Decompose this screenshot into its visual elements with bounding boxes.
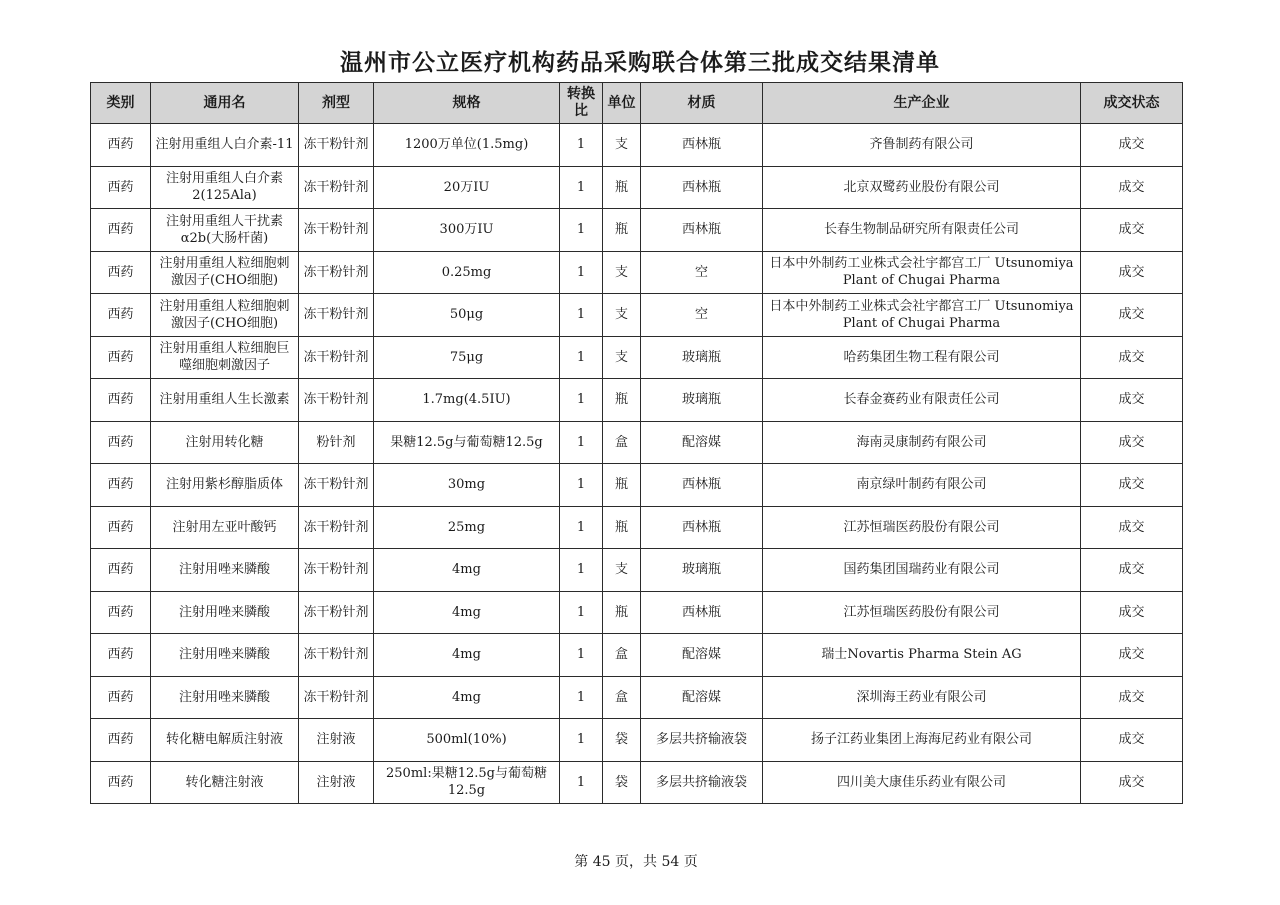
table-row — [91, 506, 1183, 549]
deal-status-cell: 成交 — [1081, 166, 1183, 209]
material-cell: 西林瓶 — [641, 166, 763, 209]
conversion-ratio-cell: 1 — [560, 294, 603, 337]
material-cell: 玻璃瓶 — [641, 379, 763, 422]
manufacturer-cell: 江苏恒瑞医药股份有限公司 — [763, 591, 1081, 634]
conversion-ratio-cell: 1 — [560, 379, 603, 422]
col-header-conversion-ratio: 转换比 — [560, 83, 603, 124]
manufacturer-cell: 深圳海王药业有限公司 — [763, 676, 1081, 719]
deal-status-cell: 成交 — [1081, 676, 1183, 719]
material-cell: 西林瓶 — [641, 591, 763, 634]
dosage-form-cell: 注射液 — [299, 761, 374, 804]
specification-cell: 4mg — [374, 591, 560, 634]
manufacturer-cell: 齐鲁制药有限公司 — [763, 124, 1081, 167]
dosage-form-cell: 冻干粉针剂 — [299, 251, 374, 294]
deal-status-cell: 成交 — [1081, 336, 1183, 379]
category-cell: 西药 — [91, 464, 151, 507]
specification-cell: 75μg — [374, 336, 560, 379]
specification-cell: 250ml:果糖12.5g与葡萄糖12.5g — [374, 761, 560, 804]
specification-cell: 4mg — [374, 549, 560, 592]
generic-name-cell: 注射用重组人粒细胞刺激因子(CHO细胞) — [151, 251, 299, 294]
material-cell: 多层共挤输液袋 — [641, 761, 763, 804]
col-header-category: 类别 — [91, 83, 151, 124]
category-cell: 西药 — [91, 421, 151, 464]
manufacturer-cell: 江苏恒瑞医药股份有限公司 — [763, 506, 1081, 549]
header-row — [91, 83, 1183, 124]
unit-cell: 支 — [603, 549, 641, 592]
table-row — [91, 549, 1183, 592]
unit-cell: 袋 — [603, 719, 641, 762]
material-cell: 空 — [641, 294, 763, 337]
manufacturer-cell: 日本中外制药工业株式会社宇都宫工厂 Utsunomiya Plant of Chugai Pharma — [763, 251, 1081, 294]
dosage-form-cell: 冻干粉针剂 — [299, 336, 374, 379]
dosage-form-cell: 冻干粉针剂 — [299, 294, 374, 337]
deal-status-cell: 成交 — [1081, 251, 1183, 294]
material-cell: 配溶媒 — [641, 634, 763, 677]
category-cell: 西药 — [91, 124, 151, 167]
page-footer: 第 45 页，共 54 页 — [574, 854, 698, 870]
generic-name-cell: 注射用紫杉醇脂质体 — [151, 464, 299, 507]
dosage-form-cell: 冻干粉针剂 — [299, 549, 374, 592]
specification-cell: 4mg — [374, 676, 560, 719]
specification-cell: 25mg — [374, 506, 560, 549]
manufacturer-cell: 国药集团国瑞药业有限公司 — [763, 549, 1081, 592]
generic-name-cell: 注射用重组人白介素2(125Ala) — [151, 166, 299, 209]
material-cell: 西林瓶 — [641, 124, 763, 167]
table-row — [91, 634, 1183, 677]
generic-name-cell: 注射用唑来膦酸 — [151, 549, 299, 592]
table-row — [91, 166, 1183, 209]
manufacturer-cell: 四川美大康佳乐药业有限公司 — [763, 761, 1081, 804]
manufacturer-cell: 瑞士Novartis Pharma Stein AG — [763, 634, 1081, 677]
material-cell: 配溶媒 — [641, 421, 763, 464]
table-row — [91, 676, 1183, 719]
specification-cell: 30mg — [374, 464, 560, 507]
unit-cell: 瓶 — [603, 166, 641, 209]
category-cell: 西药 — [91, 591, 151, 634]
category-cell: 西药 — [91, 549, 151, 592]
table-row — [91, 379, 1183, 422]
manufacturer-cell: 扬子江药业集团上海海尼药业有限公司 — [763, 719, 1081, 762]
specification-cell: 50μg — [374, 294, 560, 337]
unit-cell: 瓶 — [603, 591, 641, 634]
conversion-ratio-cell: 1 — [560, 676, 603, 719]
manufacturer-cell: 北京双鹭药业股份有限公司 — [763, 166, 1081, 209]
specification-cell: 4mg — [374, 634, 560, 677]
generic-name-cell: 注射用重组人粒细胞刺激因子(CHO细胞) — [151, 294, 299, 337]
deal-status-cell: 成交 — [1081, 464, 1183, 507]
category-cell: 西药 — [91, 676, 151, 719]
conversion-ratio-cell: 1 — [560, 591, 603, 634]
generic-name-cell: 注射用重组人白介素-11 — [151, 124, 299, 167]
unit-cell: 支 — [603, 124, 641, 167]
manufacturer-cell: 哈药集团生物工程有限公司 — [763, 336, 1081, 379]
specification-cell: 300万IU — [374, 209, 560, 252]
material-cell: 空 — [641, 251, 763, 294]
conversion-ratio-cell: 1 — [560, 124, 603, 167]
manufacturer-cell: 日本中外制药工业株式会社宇都宫工厂 Utsunomiya Plant of Chugai Pharma — [763, 294, 1081, 337]
unit-cell: 瓶 — [603, 506, 641, 549]
conversion-ratio-cell: 1 — [560, 421, 603, 464]
conversion-ratio-cell: 1 — [560, 634, 603, 677]
table-row — [91, 209, 1183, 252]
conversion-ratio-cell: 1 — [560, 251, 603, 294]
unit-cell: 瓶 — [603, 464, 641, 507]
manufacturer-cell: 长春金赛药业有限责任公司 — [763, 379, 1081, 422]
category-cell: 西药 — [91, 166, 151, 209]
unit-cell: 盒 — [603, 676, 641, 719]
generic-name-cell: 注射用唑来膦酸 — [151, 591, 299, 634]
conversion-ratio-cell: 1 — [560, 506, 603, 549]
specification-cell: 1.7mg(4.5IU) — [374, 379, 560, 422]
manufacturer-cell: 海南灵康制药有限公司 — [763, 421, 1081, 464]
deal-status-cell: 成交 — [1081, 209, 1183, 252]
generic-name-cell: 注射用重组人干扰素α2b(大肠杆菌) — [151, 209, 299, 252]
dosage-form-cell: 冻干粉针剂 — [299, 166, 374, 209]
unit-cell: 支 — [603, 294, 641, 337]
specification-cell: 0.25mg — [374, 251, 560, 294]
generic-name-cell: 注射用唑来膦酸 — [151, 634, 299, 677]
conversion-ratio-cell: 1 — [560, 166, 603, 209]
dosage-form-cell: 冻干粉针剂 — [299, 634, 374, 677]
results-table — [90, 82, 1183, 804]
col-header-unit: 单位 — [603, 83, 641, 124]
dosage-form-cell: 冻干粉针剂 — [299, 676, 374, 719]
generic-name-cell: 转化糖电解质注射液 — [151, 719, 299, 762]
table-row — [91, 761, 1183, 804]
category-cell: 西药 — [91, 251, 151, 294]
specification-cell: 1200万单位(1.5mg) — [374, 124, 560, 167]
dosage-form-cell: 冻干粉针剂 — [299, 379, 374, 422]
category-cell: 西药 — [91, 294, 151, 337]
table-row — [91, 421, 1183, 464]
deal-status-cell: 成交 — [1081, 506, 1183, 549]
generic-name-cell: 注射用唑来膦酸 — [151, 676, 299, 719]
category-cell: 西药 — [91, 336, 151, 379]
category-cell: 西药 — [91, 379, 151, 422]
unit-cell: 瓶 — [603, 209, 641, 252]
deal-status-cell: 成交 — [1081, 549, 1183, 592]
unit-cell: 支 — [603, 251, 641, 294]
specification-cell: 500ml(10%) — [374, 719, 560, 762]
deal-status-cell: 成交 — [1081, 591, 1183, 634]
dosage-form-cell: 冻干粉针剂 — [299, 591, 374, 634]
category-cell: 西药 — [91, 209, 151, 252]
manufacturer-cell: 南京绿叶制药有限公司 — [763, 464, 1081, 507]
dosage-form-cell: 冻干粉针剂 — [299, 464, 374, 507]
col-header-deal-status: 成交状态 — [1081, 83, 1183, 124]
dosage-form-cell: 冻干粉针剂 — [299, 506, 374, 549]
table-row — [91, 294, 1183, 337]
deal-status-cell: 成交 — [1081, 294, 1183, 337]
dosage-form-cell: 注射液 — [299, 719, 374, 762]
dosage-form-cell: 粉针剂 — [299, 421, 374, 464]
category-cell: 西药 — [91, 719, 151, 762]
category-cell: 西药 — [91, 506, 151, 549]
col-header-manufacturer: 生产企业 — [763, 83, 1081, 124]
unit-cell: 瓶 — [603, 379, 641, 422]
deal-status-cell: 成交 — [1081, 421, 1183, 464]
conversion-ratio-cell: 1 — [560, 761, 603, 804]
material-cell: 西林瓶 — [641, 464, 763, 507]
table-row — [91, 719, 1183, 762]
unit-cell: 盒 — [603, 634, 641, 677]
table-row — [91, 591, 1183, 634]
generic-name-cell: 注射用重组人生长激素 — [151, 379, 299, 422]
dosage-form-cell: 冻干粉针剂 — [299, 209, 374, 252]
table-row — [91, 464, 1183, 507]
specification-cell: 20万IU — [374, 166, 560, 209]
material-cell: 玻璃瓶 — [641, 549, 763, 592]
conversion-ratio-cell: 1 — [560, 464, 603, 507]
unit-cell: 支 — [603, 336, 641, 379]
deal-status-cell: 成交 — [1081, 634, 1183, 677]
material-cell: 西林瓶 — [641, 506, 763, 549]
table-row — [91, 124, 1183, 167]
conversion-ratio-cell: 1 — [560, 209, 603, 252]
material-cell: 多层共挤输液袋 — [641, 719, 763, 762]
deal-status-cell: 成交 — [1081, 761, 1183, 804]
material-cell: 玻璃瓶 — [641, 336, 763, 379]
category-cell: 西药 — [91, 761, 151, 804]
deal-status-cell: 成交 — [1081, 379, 1183, 422]
unit-cell: 袋 — [603, 761, 641, 804]
conversion-ratio-cell: 1 — [560, 336, 603, 379]
dosage-form-cell: 冻干粉针剂 — [299, 124, 374, 167]
conversion-ratio-cell: 1 — [560, 719, 603, 762]
generic-name-cell: 注射用转化糖 — [151, 421, 299, 464]
document-title: 温州市公立医疗机构药品采购联合体第三批成交结果清单 — [340, 50, 940, 76]
deal-status-cell: 成交 — [1081, 719, 1183, 762]
manufacturer-cell: 长春生物制品研究所有限责任公司 — [763, 209, 1081, 252]
deal-status-cell: 成交 — [1081, 124, 1183, 167]
col-header-dosage-form: 剂型 — [299, 83, 374, 124]
generic-name-cell: 注射用重组人粒细胞巨噬细胞刺激因子 — [151, 336, 299, 379]
generic-name-cell: 注射用左亚叶酸钙 — [151, 506, 299, 549]
material-cell: 配溶媒 — [641, 676, 763, 719]
conversion-ratio-cell: 1 — [560, 549, 603, 592]
unit-cell: 盒 — [603, 421, 641, 464]
generic-name-cell: 转化糖注射液 — [151, 761, 299, 804]
col-header-generic-name: 通用名 — [151, 83, 299, 124]
table-row — [91, 336, 1183, 379]
col-header-material: 材质 — [641, 83, 763, 124]
category-cell: 西药 — [91, 634, 151, 677]
table-row — [91, 251, 1183, 294]
col-header-specification: 规格 — [374, 83, 560, 124]
specification-cell: 果糖12.5g与葡萄糖12.5g — [374, 421, 560, 464]
material-cell: 西林瓶 — [641, 209, 763, 252]
